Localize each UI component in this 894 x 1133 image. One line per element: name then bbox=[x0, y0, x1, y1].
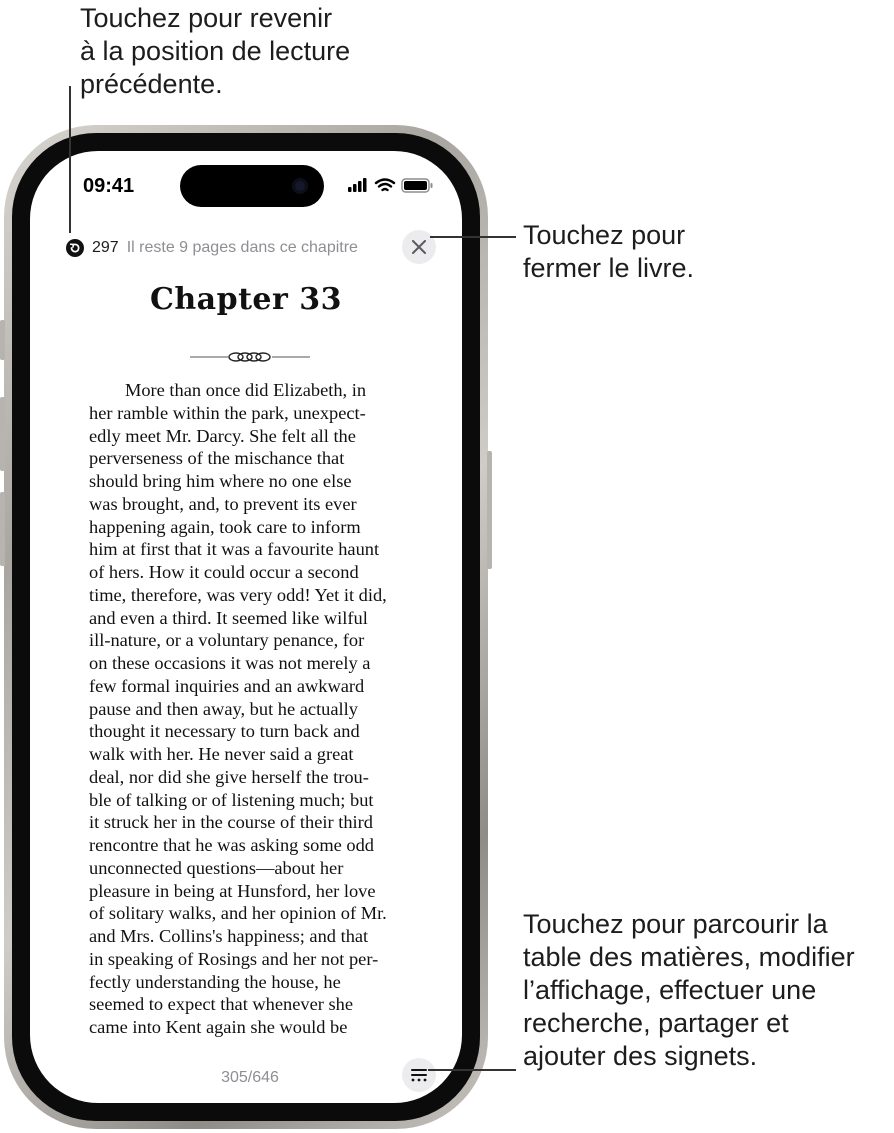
chapter-ornament bbox=[190, 350, 310, 364]
volume-down-button bbox=[0, 492, 5, 566]
book-text-line: pause and then away, but he actually bbox=[89, 698, 358, 719]
current-page-number: 297 bbox=[92, 239, 119, 256]
side-button bbox=[487, 451, 492, 569]
book-text-line: him at first that it was a favourite haunt bbox=[89, 539, 380, 560]
reader-menu-button[interactable] bbox=[402, 1058, 436, 1092]
close-icon bbox=[412, 240, 426, 254]
cellular-signal-icon bbox=[348, 178, 367, 192]
book-text-line: walk with her. He never said a great bbox=[89, 744, 354, 764]
book-text-line: in speaking of Rosings and her not per- bbox=[89, 948, 379, 969]
book-text-line: on these occasions it was not merely a bbox=[89, 653, 371, 673]
volume-up-button bbox=[0, 397, 5, 471]
book-text-line: seemed to expect that whenever she bbox=[89, 994, 353, 1015]
book-text-line: of hers. How it could occur a second bbox=[89, 562, 359, 582]
wifi-icon bbox=[376, 180, 394, 191]
book-text-line: pleasure in being at Hunsford, her love bbox=[89, 880, 376, 901]
status-icons bbox=[348, 177, 440, 193]
book-text-line: of solitary walks, and her opinion of Mr. bbox=[89, 903, 387, 924]
dynamic-island bbox=[180, 165, 324, 207]
book-text-line: and Mrs. Collins's happiness; and that bbox=[89, 926, 369, 946]
book-text-line: deal, nor did she give herself the trou- bbox=[89, 766, 369, 787]
menu-list-icon bbox=[410, 1067, 428, 1083]
pages-left-in-chapter: Il reste 9 pages dans ce chapitre bbox=[126, 239, 358, 256]
book-text-line: came into Kent again she would be bbox=[89, 1017, 348, 1037]
book-text-line: time, therefore, was very odd! Yet it did, bbox=[89, 584, 387, 605]
book-text-line: her ramble within the park, unexpect- bbox=[89, 402, 366, 423]
status-time: 09:41 bbox=[83, 175, 135, 197]
phone-bezel bbox=[12, 133, 480, 1121]
book-text-line: perverseness of the mischance that bbox=[89, 448, 345, 469]
book-text-line: happening again, took care to inform bbox=[89, 516, 361, 537]
callout-reader-menu: Touchez pour parcourir la table des matières, modifier l’affichage, effectuer une recherche, partager et ajouter des signets. bbox=[523, 909, 855, 1071]
book-text-line: thought it necessary to turn back and bbox=[89, 721, 360, 742]
front-camera bbox=[292, 178, 308, 194]
phone-frame bbox=[4, 125, 488, 1129]
go-back-icon[interactable] bbox=[66, 239, 84, 257]
reader-header bbox=[66, 235, 358, 261]
book-text-line: edly meet Mr. Darcy. She felt all the bbox=[89, 425, 356, 446]
battery-icon bbox=[402, 179, 433, 192]
chapter-title: Chapter 33 bbox=[149, 282, 343, 317]
page-counter: 305/646 bbox=[221, 1069, 279, 1086]
book-text-line: rencontre that he was asking some odd bbox=[89, 835, 374, 855]
book-text-line: ill-nature, or a voluntary penance, for bbox=[89, 630, 365, 651]
book-page-text bbox=[89, 379, 429, 1039]
phone-screen bbox=[30, 151, 462, 1103]
book-text-line: More than once did Elizabeth, in bbox=[125, 380, 367, 400]
leader-line-menu bbox=[428, 1069, 516, 1071]
book-text-line: was brought, and, to prevent its ever bbox=[89, 493, 357, 514]
leader-line-close bbox=[430, 236, 516, 238]
book-text-line: and even a third. It seemed like wilful bbox=[89, 607, 368, 628]
book-text-line: ble of talking or of listening much; but bbox=[89, 789, 374, 810]
book-text-line: few formal inquiries and an awkward bbox=[89, 675, 365, 696]
book-text-line: it struck her in the course of their third bbox=[89, 812, 373, 833]
action-button bbox=[0, 320, 5, 360]
book-text-line: unconnected questions—about her bbox=[89, 857, 344, 878]
callout-close-book: Touchez pour fermer le livre. bbox=[523, 220, 695, 283]
callout-back-to-previous-position: Touchez pour revenir à la position de lecture précédente. bbox=[80, 3, 351, 99]
book-text-line: should bring him where no one else bbox=[89, 471, 352, 491]
leader-line-back bbox=[69, 86, 71, 233]
book-text-line: fectly understanding the house, he bbox=[89, 971, 341, 992]
